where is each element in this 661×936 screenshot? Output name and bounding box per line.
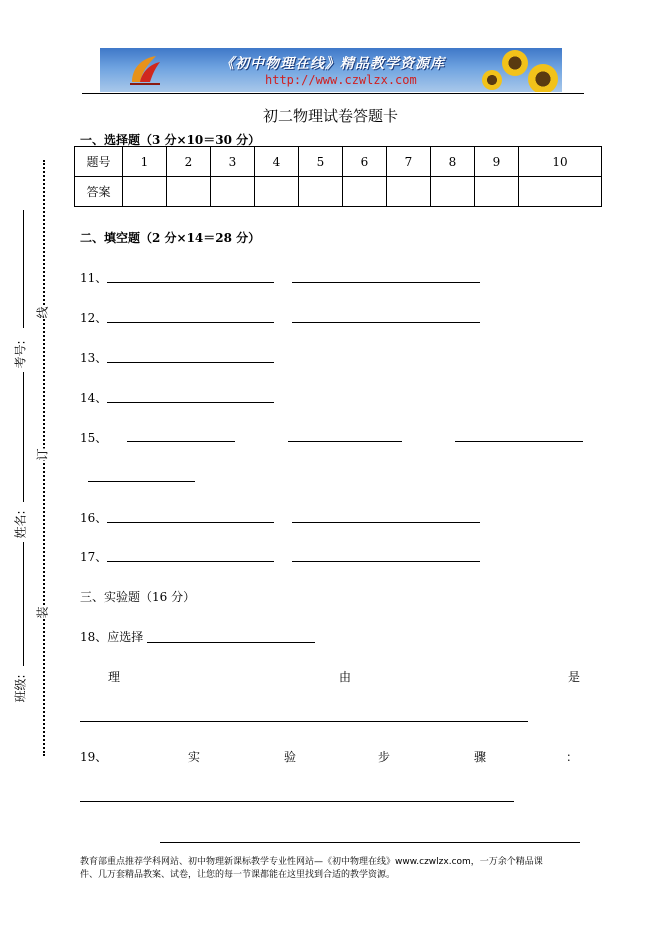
question-18-label: 18、应选择 (80, 630, 144, 644)
answer-blank[interactable] (107, 402, 274, 403)
exam-number-field[interactable] (23, 210, 24, 328)
steps-char: 验 (284, 750, 297, 764)
footer-rule (160, 842, 580, 843)
answer-blank[interactable] (107, 322, 274, 323)
question-16-label: 16、 (80, 511, 108, 525)
question-15-label: 15、 (80, 431, 108, 445)
answer-cell[interactable] (475, 177, 519, 207)
answer-blank[interactable] (455, 441, 583, 442)
table-row-answers (75, 177, 602, 207)
steps-char: 实 (188, 750, 201, 764)
class-field[interactable] (23, 542, 24, 666)
exam-number-label: 考号: (13, 340, 28, 369)
row-label-answer: 答案 (75, 177, 123, 207)
steps-char: ： (566, 750, 579, 764)
sunflower-icon (528, 64, 558, 92)
reason-char: 由 (339, 670, 352, 684)
binding-char-staple: 订 (35, 448, 50, 461)
page-title: 初二物理试卷答题卡 (262, 107, 398, 125)
class-label: 班级: (13, 674, 28, 703)
section-heading-experiment: 三、实验题（16 分） (80, 590, 196, 604)
answer-blank[interactable] (127, 441, 235, 442)
steps-char: 骤 (474, 750, 487, 764)
logo-icon (128, 54, 162, 86)
answer-blank[interactable] (288, 441, 402, 442)
answer-blank[interactable] (107, 282, 274, 283)
table-cell-number: 4 (255, 147, 299, 177)
binding-char-line: 线 (35, 306, 50, 319)
answer-blank[interactable] (88, 481, 195, 482)
section-heading-fill: 二、填空题（2 分×14＝28 分） (80, 231, 261, 245)
answer-cell[interactable] (519, 177, 602, 207)
answer-cell[interactable] (211, 177, 255, 207)
table-cell-number: 8 (431, 147, 475, 177)
answer-cell[interactable] (387, 177, 431, 207)
answer-blank[interactable] (80, 801, 514, 802)
table-cell-number: 3 (211, 147, 255, 177)
banner-url[interactable]: http://www.czwlzx.com (265, 73, 417, 87)
header-rule (82, 93, 584, 94)
question-17-label: 17、 (80, 550, 108, 564)
answer-cell[interactable] (123, 177, 167, 207)
sunflower-icon (482, 70, 502, 90)
answer-blank[interactable] (107, 522, 274, 523)
answer-cell[interactable] (255, 177, 299, 207)
table-row-numbers (75, 147, 602, 177)
answer-cell[interactable] (167, 177, 211, 207)
answer-blank[interactable] (292, 322, 480, 323)
answer-blank[interactable] (80, 721, 528, 722)
steps-char: 步 (378, 750, 391, 764)
sunflower-icon (502, 50, 528, 76)
question-13-label: 13、 (80, 351, 108, 365)
row-label-number: 题号 (75, 147, 123, 177)
table-cell-number: 1 (123, 147, 167, 177)
question-12-label: 12、 (80, 311, 108, 325)
table-cell-number: 7 (387, 147, 431, 177)
answer-cell[interactable] (343, 177, 387, 207)
answer-blank[interactable] (147, 642, 315, 643)
header-banner (100, 48, 562, 92)
answer-cell[interactable] (431, 177, 475, 207)
answer-blank[interactable] (107, 561, 274, 562)
name-field[interactable] (23, 372, 24, 502)
table-cell-number: 9 (475, 147, 519, 177)
answer-cell[interactable] (299, 177, 343, 207)
question-14-label: 14、 (80, 391, 108, 405)
answer-blank[interactable] (292, 561, 480, 562)
answer-blank[interactable] (292, 282, 480, 283)
footer-line: 教育部重点推荐学科网站、初中物理新课标教学专业性网站—《初中物理在线》www.czwlzx.com，一万余个精品课 (80, 857, 543, 867)
section-heading-choice: 一、选择题（3 分×10＝30 分） (80, 133, 261, 147)
question-19-label: 19、 (80, 750, 108, 764)
question-11-label: 11、 (80, 271, 108, 285)
answer-blank[interactable] (292, 522, 480, 523)
binding-char-bind: 装 (35, 606, 50, 619)
reason-char: 理 (108, 670, 121, 684)
table-cell-number: 2 (167, 147, 211, 177)
table-cell-number: 5 (299, 147, 343, 177)
footer-text (80, 856, 600, 882)
choice-answer-table (74, 146, 602, 207)
table-cell-number: 10 (519, 147, 602, 177)
banner-title: 《初中物理在线》精品教学资源库 (220, 56, 445, 72)
reason-char: 是 (568, 670, 581, 684)
answer-blank[interactable] (107, 362, 274, 363)
table-cell-number: 6 (343, 147, 387, 177)
name-label: 姓名: (13, 510, 28, 539)
footer-line: 件、几万套精品教案、试卷，让您的每一节课都能在这里找到合适的教学资源。 (80, 870, 396, 880)
